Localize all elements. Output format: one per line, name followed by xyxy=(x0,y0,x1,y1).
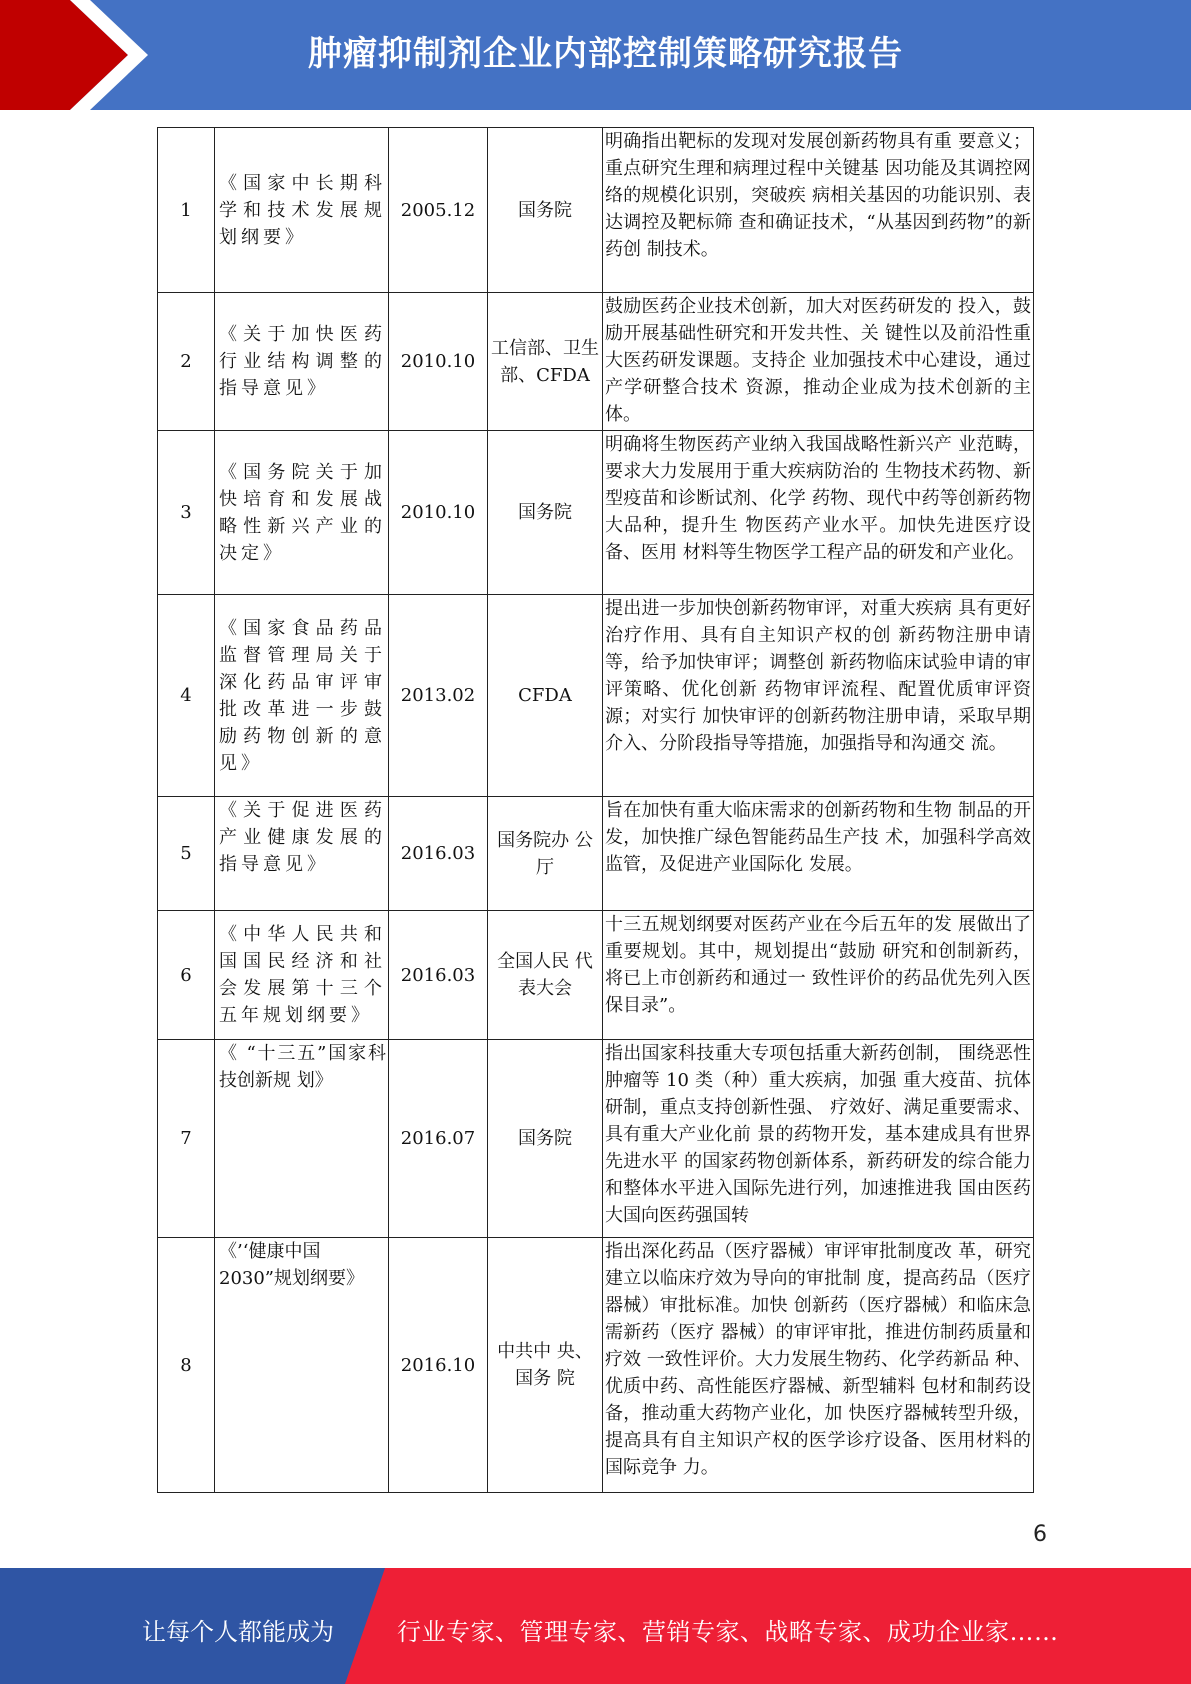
table-row xyxy=(158,293,1034,431)
footer-slogan-right: 行业专家、管理专家、营销专家、战略专家、成功企业家…… xyxy=(397,1618,1059,1646)
issue-date: 2010.10 xyxy=(389,431,488,595)
policy-description: 明确将生物医药产业纳入我国战略性新兴产 业范畴，要求大力发展用于重大疾病防治的 生物技术药物、新型疫苗和诊断试剂、化学 药物、现代中药等创新药物大品种，提升生 物医药产业水平。加快先进医疗设备、医用 材料等生物医学工程产品的研发和产业化。 xyxy=(603,431,1034,595)
issue-date: 2016.03 xyxy=(389,797,488,911)
policy-name: 《 “十三五”国家科技创新规 划》 xyxy=(215,1040,389,1238)
page-title: 肿瘤抑制剂企业内部控制策略研究报告 xyxy=(308,34,903,74)
row-number: 2 xyxy=(158,293,215,431)
table-row xyxy=(158,911,1034,1040)
issuing-body: 中共中 央、国务 院 xyxy=(488,1238,603,1493)
page-number: 6 xyxy=(1033,1522,1047,1547)
policy-description: 指出深化药品（医疗器械）审评审批制度改 革，研究建立以临床疗效为导向的审批制 度，提高药品（医疗器械）审批标准。加快 创新药（医疗器械）和临床急需新药（医疗 器械）的审评审批，推进仿制药质量和疗效 一致性评价。大力发展生物药、化学药新品 种、优质中药、高性能医疗器械、新型辅料 包材和制药设备，推动重大药物产业化，加 快医疗器械转型升级，提高具有自主知识产权的医学诊疗设备、医用材料的国际竞争 力。 xyxy=(603,1238,1034,1493)
table-row xyxy=(158,1040,1034,1238)
policy-name: 《关于促进医药产业健康发展的指导意见》 xyxy=(215,797,389,911)
table-row xyxy=(158,431,1034,595)
row-number: 5 xyxy=(158,797,215,911)
row-number: 7 xyxy=(158,1040,215,1238)
row-number: 6 xyxy=(158,911,215,1040)
row-number: 3 xyxy=(158,431,215,595)
issuing-body: CFDA xyxy=(488,595,603,797)
issue-date: 2005.12 xyxy=(389,128,488,293)
policy-name: 《国家中长期科学和技术发展规划纲要》 xyxy=(215,128,389,293)
table-row xyxy=(158,128,1034,293)
issue-date: 2010.10 xyxy=(389,293,488,431)
issuing-body: 工信部、卫生部、CFDA xyxy=(488,293,603,431)
issue-date: 2013.02 xyxy=(389,595,488,797)
footer-banner xyxy=(0,1568,1191,1684)
issuing-body: 国务院 xyxy=(488,1040,603,1238)
table-row xyxy=(158,797,1034,911)
row-number: 4 xyxy=(158,595,215,797)
policy-description: 十三五规划纲要对医药产业在今后五年的发 展做出了重要规划。其中，规划提出“鼓励 研究和创制新药，将已上市创新药和通过一 致性评价的药品优先列入医保目录”。 xyxy=(603,911,1034,1040)
row-number: 8 xyxy=(158,1238,215,1493)
policy-name: 《关于加快医药行业结构调整的指导意见》 xyxy=(215,293,389,431)
policy-description: 提出进一步加快创新药物审评，对重大疾病 具有更好治疗作用、具有自主知识产权的创 新药物注册申请等，给予加快审评；调整创 新药物临床试验申请的审评策略、优化创新 药物审评流程、配置优质审评资源；对实行 加快审评的创新药物注册申请，采取早期介入、分阶段指导等措施，加强指导和沟通交 流。 xyxy=(603,595,1034,797)
policy-name: 《’‘健康中国2030”规划纲要》 xyxy=(215,1238,389,1493)
policy-description: 鼓励医药企业技术创新，加大对医药研发的 投入，鼓励开展基础性研究和开发共性、关 键性以及前沿性重大医药研发课题。支持企 业加强技术中心建设，通过产学研整合技术 资源，推动企业成为技术创新的主体。 xyxy=(603,293,1034,431)
row-number: 1 xyxy=(158,128,215,293)
policy-description: 旨在加快有重大临床需求的创新药物和生物 制品的开发，加快推广绿色智能药品生产技 术，加强科学高效监管，及促进产业国际化 发展。 xyxy=(603,797,1034,911)
issuing-body: 国务院 xyxy=(488,128,603,293)
table-row xyxy=(158,1238,1034,1493)
policy-description: 明确指出靶标的发现对发展创新药物具有重 要意义；重点研究生理和病理过程中关键基 因功能及其调控网络的规模化识别，突破疾 病相关基因的功能识别、表达调控及靶标筛 查和确证技术，“从基因到药物”的新药创 制技术。 xyxy=(603,128,1034,293)
table-row xyxy=(158,595,1034,797)
issue-date: 2016.03 xyxy=(389,911,488,1040)
policy-name: 《中华人民共和国国民经济和社会发展第十三个五年规划纲要》 xyxy=(215,911,389,1040)
policy-name: 《国务院关于加快培育和发展战略性新兴产业的决定》 xyxy=(215,431,389,595)
issue-date: 2016.07 xyxy=(389,1040,488,1238)
policy-name: 《国家食品药品监督管理局关于深化药品审评审批改革进一步鼓励药物创新的意见》 xyxy=(215,595,389,797)
footer-slogan-left: 让每个人都能成为 xyxy=(142,1618,334,1646)
policy-table xyxy=(157,127,1034,1493)
header-banner xyxy=(0,0,1191,110)
issuing-body: 全国人民 代表大会 xyxy=(488,911,603,1040)
issuing-body: 国务院 xyxy=(488,431,603,595)
issue-date: 2016.10 xyxy=(389,1238,488,1493)
issuing-body: 国务院办 公厅 xyxy=(488,797,603,911)
policy-description: 指出国家科技重大专项包括重大新药创制， 围绕恶性肿瘤等 10 类（种）重大疾病，加强 重大疫苗、抗体研制，重点支持创新性强、 疗效好、满足重要需求、具有重大产业化前 景的药物开发，基本建成具有世界先进水平 的国家药物创新体系，新药研发的综合能力 和整体水平进入国际先进行列，加速推进我 国由医药大国向医药强国转 xyxy=(603,1040,1034,1238)
